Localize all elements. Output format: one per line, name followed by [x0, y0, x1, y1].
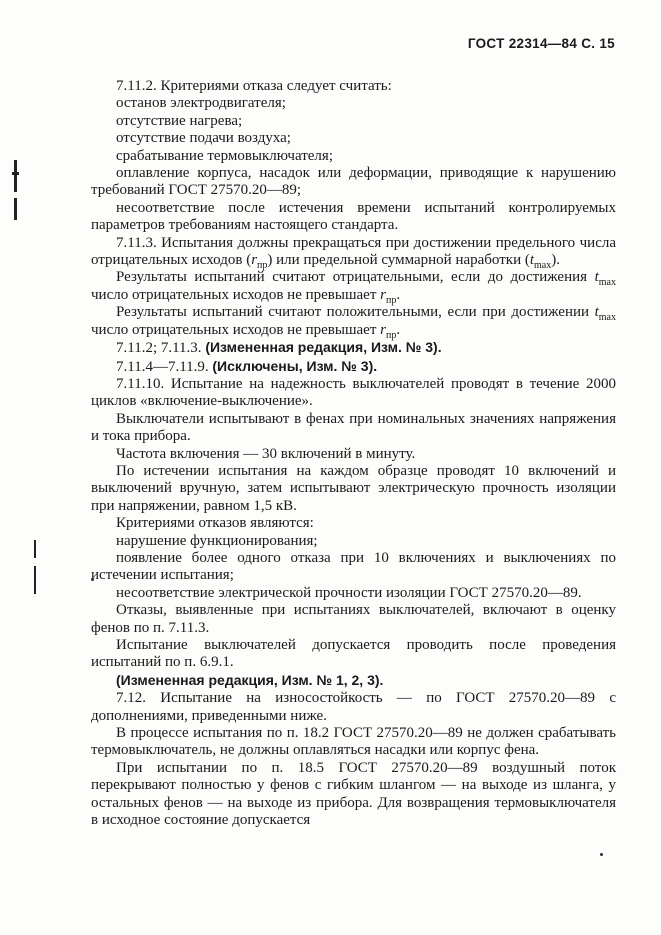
paragraph: (Измененная редакция, Изм. № 1, 2, 3). [116, 671, 384, 688]
paragraph: Критериями отказов являются: [116, 515, 314, 532]
revision-mark [12, 172, 19, 175]
paragraph: Отказы, выявленные при испытаниях выключателей, включают в оценку фенов по п. 7.11.3. [91, 602, 616, 636]
revision-mark [34, 566, 36, 594]
paragraph: По истечении испытания на каждом образце проводят 10 включений и выключений вручную, затем испытывают электрическую прочность изоляции при напряжении, равном 1,5 кВ. [91, 462, 616, 514]
paragraph: 7.11.4—7.11.9. (Исключены, Изм. № 3). [116, 357, 378, 375]
paragraph: Частота включения — 30 включений в минуту. [116, 445, 416, 462]
paragraph: отсутствие подачи воздуха; [116, 130, 291, 147]
paragraph: несоответствие после истечения времени испытаний контролируемых параметров требованиям настоящего стандарта. [91, 199, 616, 234]
paragraph: Результаты испытаний считают положительными, если при достижении $t_{max}$ число отрицательных исходов не превышает $r_{пр}$. [91, 304, 616, 341]
paragraph: Испытание выключателей допускается проводить после проведения испытаний по п. 6.9.1. [91, 637, 616, 671]
paragraph: отсутствие нагрева; [116, 112, 243, 129]
document-body [91, 78, 616, 829]
paragraph: 7.11.2; 7.11.3. (Измененная редакция, Изм. № 3). [116, 339, 442, 357]
revision-mark [14, 198, 17, 220]
revision-mark [34, 540, 36, 558]
paragraph: 7.12. Испытание на износостойкость — по ГОСТ 27570.20—89 с дополнениями, приведенными ниже. [91, 690, 616, 724]
paragraph: Результаты испытаний считают отрицательными, если до достижения $t_{max}$ число отрицательных исходов не превышает $r_{пр}$. [91, 269, 616, 306]
paragraph: 7.11.10. Испытание на надежность выключателей проводят в течение 2000 циклов «включение-выключение». [91, 375, 616, 410]
paragraph: Выключатели испытывают в фенах при номинальных значениях напряжения и тока прибора. [91, 410, 616, 445]
paragraph: При испытании по п. 18.5 ГОСТ 27570.20—89 воздушный поток перекрывают полностью у фенов с гибким шлангом — на выходе из шланга, у остальных фенов — на выходе из прибора. Для возвращения термовыключателя в исходное состояние допускается [91, 759, 616, 829]
paragraph: появление более одного отказа при 10 включениях и выключениях по истечении испытания; [91, 549, 616, 584]
paragraph: оплавление корпуса, насадок или деформации, приводящие к нарушению требований ГОСТ 27570.20—89; [91, 165, 616, 199]
paragraph: 7.11.3. Испытания должны прекращаться при достижении предельного числа отрицательных исходов $(r_{пр})$ или предельной суммарной наработки $(t_{max})$. [91, 234, 616, 272]
page-header: ГОСТ 22314—84 С. 15 [467, 36, 615, 51]
paragraph: срабатывание термовыключателя; [116, 147, 333, 164]
revision-mark [14, 160, 17, 192]
paragraph: несоответствие электрической прочности изоляции ГОСТ 27570.20—89. [116, 584, 582, 601]
paragraph: останов электродвигателя; [116, 95, 286, 112]
paragraph: нарушение функционирования; [116, 532, 318, 549]
paragraph: В процессе испытания по п. 18.2 ГОСТ 27570.20—89 не должен срабатывать термовыключатель, не должны оплавляться насадки или корпус фена. [91, 725, 616, 759]
page-dot [600, 853, 603, 856]
paragraph: 7.11.2. Критериями отказа следует считать: [116, 78, 392, 94]
